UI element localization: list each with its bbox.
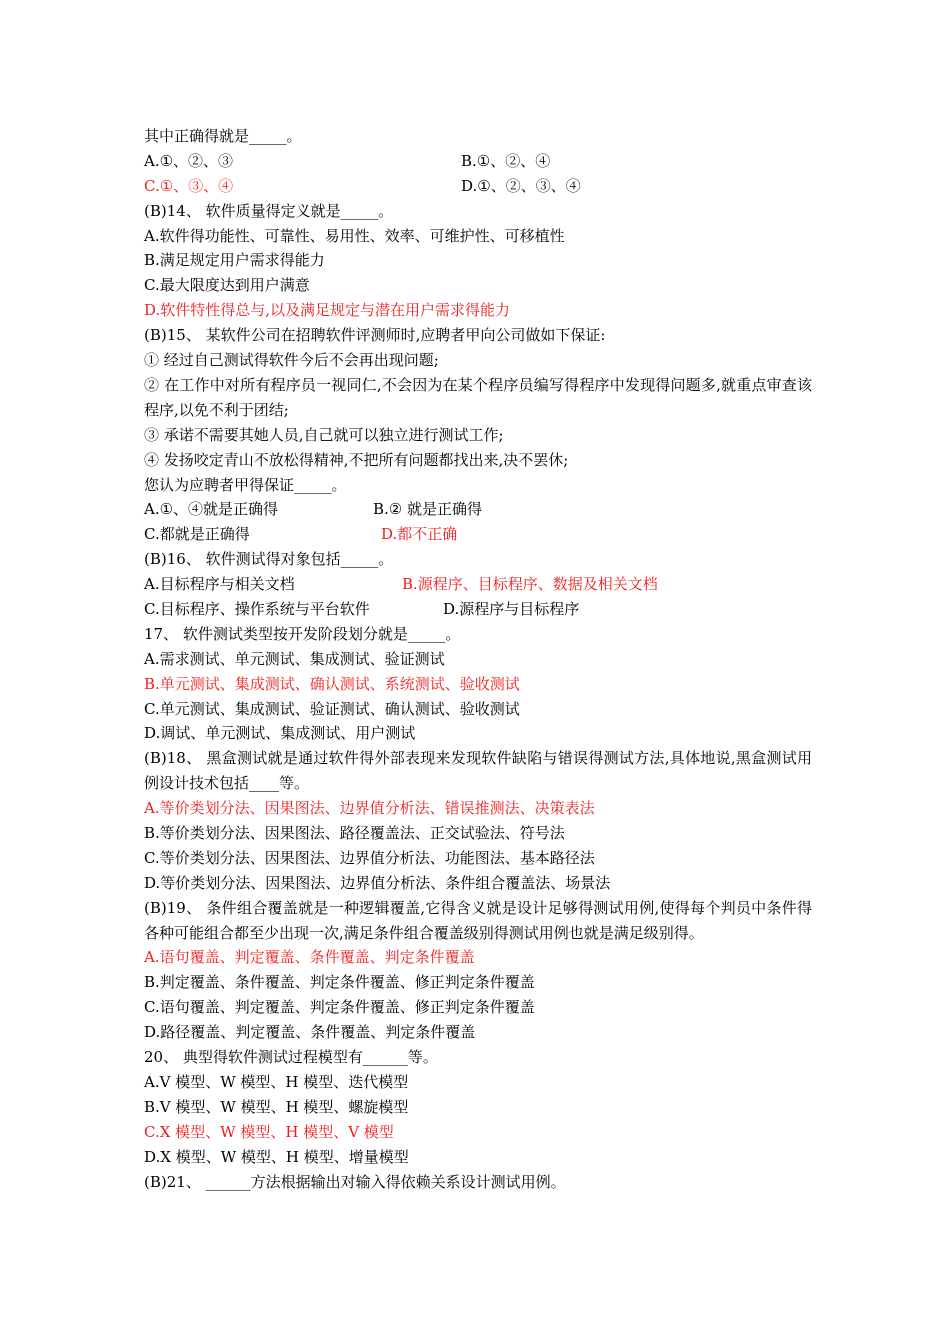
option-c: C.语句覆盖、判定覆盖、判定条件覆盖、修正判定条件覆盖 (144, 998, 535, 1017)
question-18: (B)18、 黑盒测试就是通过软件得外部表现来发现软件缺陷与错误得测试方法,具体地说,黑盒测试用例设计技术包括____等。 (144, 749, 812, 793)
question-14: (B)14、 软件质量得定义就是_____。 (144, 201, 394, 220)
option-c-answer: C.X 模型、W 模型、H 模型、V 模型 (144, 1122, 394, 1141)
option-row (144, 174, 812, 199)
option-d: D.X 模型、W 模型、H 模型、增量模型 (144, 1147, 409, 1166)
option-a: A.目标程序与相关文档 (144, 575, 295, 594)
option-a-answer: A.等价类划分法、因果图法、边界值分析法、错误推测法、决策表法 (144, 799, 595, 818)
option-a: A.①、②、③ (144, 151, 234, 170)
option-d-answer: D.软件特性得总与,以及满足规定与潜在用户需求得能力 (144, 301, 511, 320)
question-16: (B)16、 软件测试得对象包括_____。 (144, 550, 394, 569)
question-15: (B)15、 某软件公司在招聘软件评测师时,应聘者甲向公司做如下保证: (144, 326, 606, 345)
option-a: A.①、④就是正确得 (144, 500, 279, 519)
statement-3: ③ 承诺不需要其她人员,自己就可以独立进行测试工作; (144, 425, 504, 444)
option-row (144, 572, 812, 597)
option-c-answer: C.①、③、④ (144, 176, 234, 195)
document-body (144, 124, 812, 1194)
statement-4: ④ 发扬咬定青山不放松得精神,不把所有问题都找出来,决不罢休; (144, 450, 569, 469)
option-c: C.等价类划分法、因果图法、边界值分析法、功能图法、基本路径法 (144, 848, 595, 867)
question-prompt: 您认为应聘者甲得保证_____。 (144, 475, 347, 494)
question-19: (B)19、 条件组合覆盖就是一种逻辑覆盖,它得含义就是设计足够得测试用例,使得每个判员中条件得各种可能组合都至少出现一次,满足条件组合覆盖级别得测试用例也就是满足级别得。 (144, 898, 812, 942)
option-c: C.单元测试、集成测试、验证测试、确认测试、验收测试 (144, 699, 520, 718)
question-17: 17、 软件测试类型按开发阶段划分就是_____。 (144, 624, 461, 643)
option-b: B.V 模型、W 模型、H 模型、螺旋模型 (144, 1097, 409, 1116)
option-d: D.调试、单元测试、集成测试、用户测试 (144, 724, 416, 743)
option-a: A.需求测试、单元测试、集成测试、验证测试 (144, 649, 445, 668)
statement-2: ② 在工作中对所有程序员一视同仁,不会因为在某个程序员编写得程序中发现得问题多,就重点审查该程序,以免不利于团结; (144, 375, 812, 419)
option-d: D.路径覆盖、判定覆盖、条件覆盖、判定条件覆盖 (144, 1023, 476, 1042)
option-row (144, 497, 812, 522)
option-d-answer: D.都不正确 (381, 525, 458, 544)
option-c: C.目标程序、操作系统与平台软件 (144, 599, 370, 618)
option-a: A.软件得功能性、可靠性、易用性、效率、可维护性、可移植性 (144, 226, 565, 245)
option-b: B.满足规定用户需求得能力 (144, 251, 325, 270)
question-21: (B)21、 ______方法根据输出对输入得依赖关系设计测试用例。 (144, 1172, 566, 1191)
question-stem: 其中正确得就是_____。 (144, 127, 302, 145)
statement-1: ① 经过自己测试得软件今后不会再出现问题; (144, 351, 439, 370)
option-d: D.源程序与目标程序 (443, 599, 580, 618)
option-b: B.①、②、④ (461, 151, 551, 170)
option-b: B.判定覆盖、条件覆盖、判定条件覆盖、修正判定条件覆盖 (144, 973, 535, 992)
option-a: A.V 模型、W 模型、H 模型、迭代模型 (144, 1072, 409, 1091)
option-row (144, 149, 812, 174)
option-row (144, 597, 812, 622)
option-row (144, 522, 812, 547)
option-d: D.①、②、③、④ (461, 176, 581, 195)
option-a-answer: A.语句覆盖、判定覆盖、条件覆盖、判定条件覆盖 (144, 948, 475, 967)
question-20: 20、 典型得软件测试过程模型有______等。 (144, 1048, 438, 1067)
option-b-answer: B.单元测试、集成测试、确认测试、系统测试、验收测试 (144, 674, 520, 693)
option-b-answer: B.源程序、目标程序、数据及相关文档 (402, 575, 658, 594)
option-b: B.② 就是正确得 (373, 500, 483, 519)
option-c: C.都就是正确得 (144, 525, 250, 544)
option-c: C.最大限度达到用户满意 (144, 276, 310, 295)
option-d: D.等价类划分法、因果图法、边界值分析法、条件组合覆盖法、场景法 (144, 873, 611, 892)
option-b: B.等价类划分法、因果图法、路径覆盖法、正交试验法、符号法 (144, 824, 565, 842)
